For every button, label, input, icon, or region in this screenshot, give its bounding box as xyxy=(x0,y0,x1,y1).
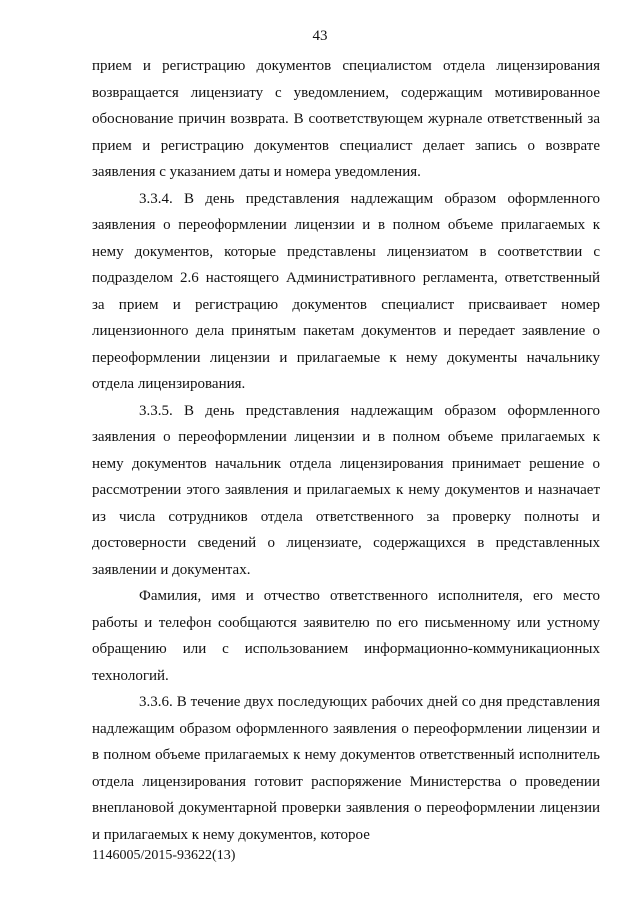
document-body xyxy=(92,53,600,848)
paragraph-contact-info: Фамилия, имя и отчество ответственного исполнителя, его место работы и телефон сообщаются заявителю по его письменному или устному обращению или с использованием информационно-коммуникационных технологий. xyxy=(92,588,600,684)
page-number: 43 xyxy=(312,28,328,44)
paragraph-continuation: прием и регистрацию документов специалистом отдела лицензирования возвращается лицензиату с уведомлением, содержащим мотивированное обоснование причин возврата. В соответствующем журнале ответственный за прием и регистрацию документов специалист делает запись о возврате заявления с указанием даты и номера уведомления. xyxy=(92,58,600,180)
paragraph-3-3-5: 3.3.5. В день представления надлежащим образом оформленного заявления о переоформлении лицензии и в полном объеме прилагаемых к нему документов начальник отдела лицензирования принимает решение о рассмотрении этого заявления и прилагаемых к нему документов и назначает из числа сотрудников отдела ответственного за проверку полноты и достоверности сведений о лицензиате, содержащихся в представленных заявлении и документах. xyxy=(92,402,600,578)
paragraph-3-3-4: 3.3.4. В день представления надлежащим образом оформленного заявления о переоформлении лицензии и в полном объеме прилагаемых к нему документов, которые представлены лицензиатом в соответствии с подразделом 2.6 настоящего Административного регламента, ответственный за прием и регистрацию документов специалист присваивает номер лицензионного дела принятым пакетам документов и передает заявление о переоформлении лицензии и прилагаемые к нему документы начальнику отдела лицензирования. xyxy=(92,190,600,392)
document-code: 1146005/2015-93622(13) xyxy=(92,848,236,863)
paragraph-3-3-6: 3.3.6. В течение двух последующих рабочих дней со дня представления надлежащим образом оформленного заявления о переоформлении лицензии и в полном объеме прилагаемых к нему документов ответственный исполнитель отдела лицензирования готовит распоряжение Министерства о проведении внеплановой документарной проверки заявления о переоформлении лицензии и прилагаемых к нему документов, которое xyxy=(92,694,600,843)
